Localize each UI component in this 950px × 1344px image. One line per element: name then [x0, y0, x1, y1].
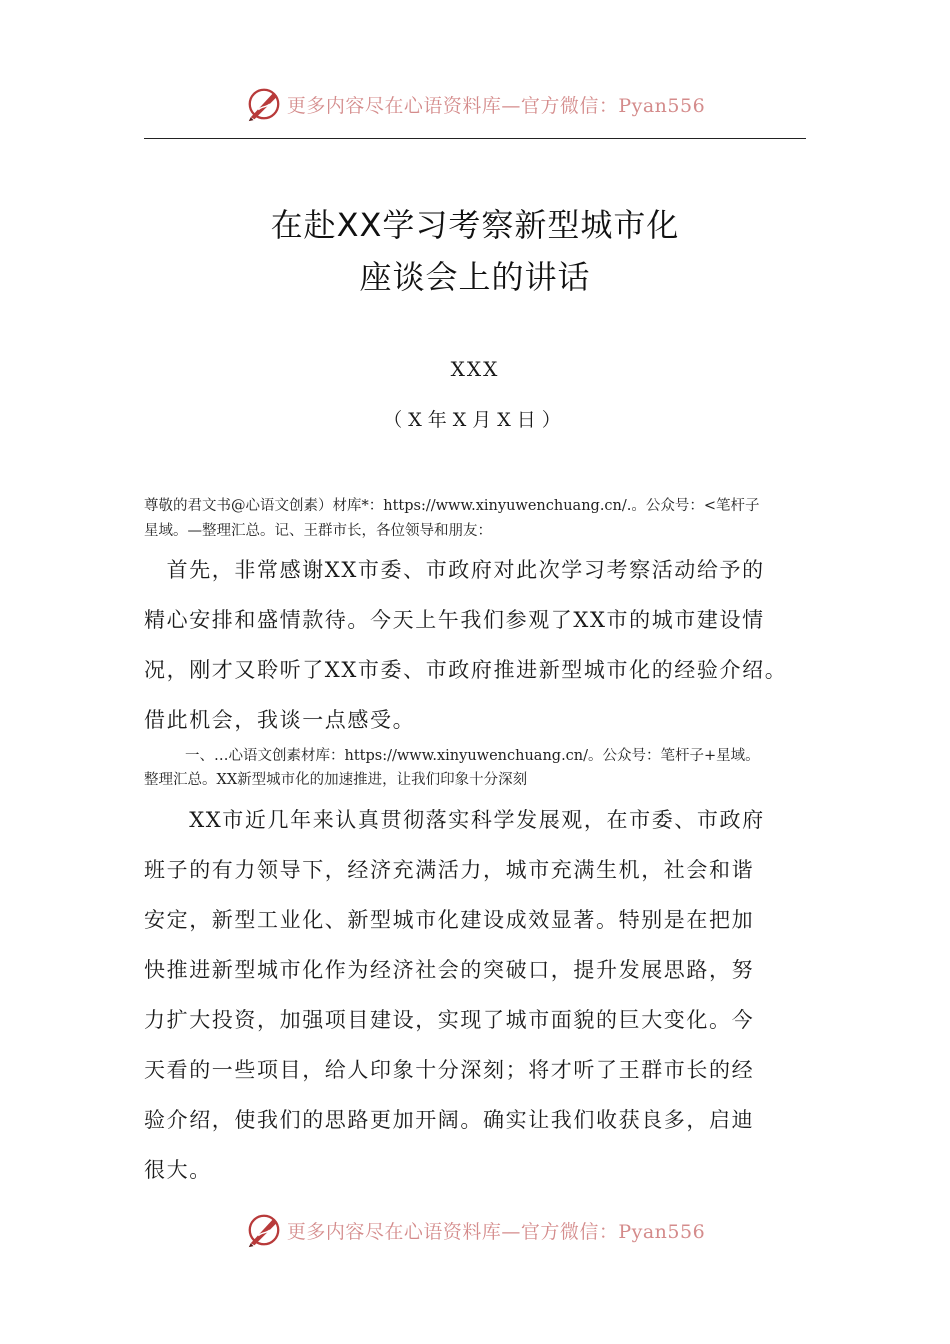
section-heading-line-1: 一、…心语文创素材库：https://www.xinyuwenchuang.cn/。公众号：笔杆子+星域。 [185, 748, 760, 764]
paragraph-line: 安定，新型工业化、新型城市化建设成效显著。特别是在把加 [144, 908, 755, 932]
salutation-line-1: 尊敬的君文书@心语文创素）材库*：https://www.xinyuwenchuang.cn/.。公众号：<笔杆子 [144, 498, 760, 514]
pen-logo-icon [245, 85, 283, 123]
pen-logo-icon [245, 1211, 283, 1249]
banner-text: 更多内容尽在心语资料库—官方微信：Pyan556 [286, 1220, 706, 1243]
paragraph-line: 首先，非常感谢XX市委、市政府对此次学习考察活动给予的 [144, 558, 765, 582]
footer-banner [0, 1208, 950, 1252]
paragraph-line: 很大。 [144, 1158, 212, 1182]
paragraph-line: XX市近几年来认真贯彻落实科学发展观，在市委、市政府 [144, 808, 765, 832]
banner-text: 更多内容尽在心语资料库—官方微信：Pyan556 [286, 94, 706, 117]
paragraph-line: 天看的一些项目，给人印象十分深刻；将才听了王群市长的经 [144, 1058, 755, 1082]
section-heading-line-2: 整理汇总。XX新型城市化的加速推进，让我们印象十分深刻 [144, 772, 528, 788]
document-title-line-2: 座谈会上的讲话 [359, 258, 591, 296]
paragraph-2 [144, 795, 816, 1195]
salutation-line-2: 星域。—整理汇总。记、王群市长，各位领导和朋友： [144, 523, 492, 539]
paragraph-line: 借此机会，我谈一点感受。 [144, 708, 416, 732]
date: （X年X月X日） [383, 409, 567, 431]
paragraph-line: 验介绍，使我们的思路更加开阔。确实让我们收获良多，启迪 [144, 1108, 755, 1132]
paragraph-line: 班子的有力领导下，经济充满活力，城市充满生机，社会和谐 [144, 858, 755, 882]
paragraph-line: 力扩大投资，加强项目建设，实现了城市面貌的巨大变化。今 [144, 1008, 755, 1032]
document-title-line-1: 在赴XX学习考察新型城市化 [270, 206, 680, 244]
paragraph-line: 况，刚才又聆听了XX市委、市政府推进新型城市化的经验介绍。 [144, 658, 788, 682]
header-rule [144, 138, 806, 139]
author: XXX [450, 357, 500, 381]
paragraph-line: 精心安排和盛情款待。今天上午我们参观了XX市的城市建设情 [144, 608, 765, 632]
paragraph-line: 快推进新型城市化作为经济社会的突破口，提升发展思路，努 [144, 958, 755, 982]
header-banner [0, 82, 950, 126]
paragraph-1 [144, 545, 816, 745]
